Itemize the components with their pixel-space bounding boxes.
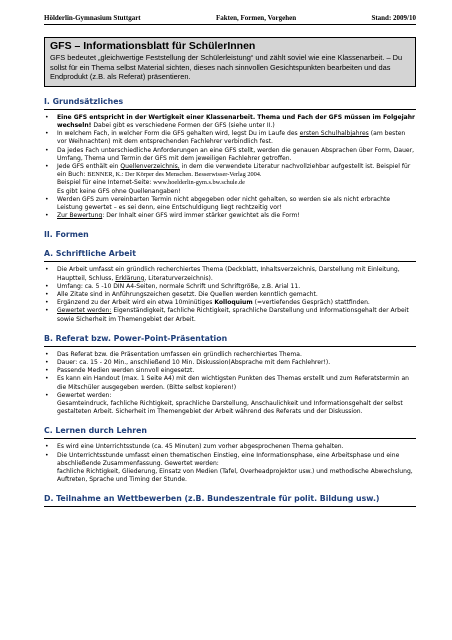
list-item-text: Dabei gibt es verschiedene Formen der GFS (siehe unter II.)	[91, 121, 275, 129]
list-item-text: fachliche Richtigkeit, Gliederung, Einsatz von Medien (Tafel, Overheadprojektor usw.) und methodische Abwechslung, Auftreten, Sprache und Timing der Stunde.	[57, 468, 413, 484]
section-divider	[44, 506, 416, 507]
list-item-bold: Kolloquium	[214, 299, 253, 307]
info-box	[44, 37, 416, 87]
section-divider	[44, 261, 416, 262]
list-item-text: Gewertet werden:	[57, 391, 112, 399]
list-item-text: Gesamteindruck, fachliche Richtigkeit, sprachliche Darstellung, Anschaulichkeit und Informationsgehalt der selbst gestalteten Arbeit. Sicherheit im Themengebiet der Arbeit während des Referats und der Diskussion.	[57, 400, 403, 416]
info-box-text: GFS bedeutet „gleichwertige Feststellung der Schülerleistung“ und zählt soviel wie eine Klassenarbeit. – Du sollst für ein Thema selbst Material sichten, dieses nach sinnvollen Gesichtspunkten bearbeiten und das Endprodukt (z.B. als Referat) präsentieren.	[50, 53, 403, 82]
list-item	[44, 130, 416, 146]
book-reference: BENNER, K.: Der Körper des Menschen. Besserwisser-Verlag 2004.	[87, 171, 262, 179]
subsection-heading-written: A. Schriftliche Arbeit	[44, 249, 136, 259]
subsection-heading-teaching: C. Lernen durch Lehren	[44, 426, 147, 436]
page-header	[44, 14, 416, 25]
header-status: Stand: 2009/10	[371, 14, 416, 22]
list-item-text: Es gibt keine GFS ohne Quellenangaben!	[57, 187, 181, 195]
basics-list	[44, 114, 416, 221]
list-item-underlined: Gewertet werden:	[57, 307, 112, 315]
list-item: • Da jedes Fach unterschiedliche Anforderungen an eine GFS stellt, werden die genauen Absprachen über Form, Dauer, Umfang, Thema und Termin der GFS mit dem jeweiligen Fachlehrer getroffen.	[44, 147, 416, 163]
section-divider	[44, 438, 416, 439]
school-name: Hölderlin-Gymnasium Stuttgart	[44, 14, 141, 22]
website-reference: www.hoelderlin-gym.s.bw.schule.de	[153, 179, 245, 187]
section-heading-basics: I. Grundsätzliches	[44, 96, 124, 106]
list-item: • Passende Medien werden sinnvoll eingesetzt.	[44, 367, 416, 375]
list-item-text: In welchem Fach, in welcher Form die GFS gehalten wird, legst Du im Laufe des	[57, 130, 300, 138]
presentation-list	[44, 351, 416, 417]
list-item-underlined: Zur Bewertung	[57, 212, 103, 220]
list-item: • Alle Zitate sind in Anführungszeichen gesetzt. Die Quellen werden kenntlich gemacht.	[44, 291, 416, 299]
header-subject: Fakten, Formen, Vorgehen	[215, 14, 297, 22]
list-item-text: Eigenständigkeit, fachliche Richtigkeit, sprachliche Darstellung und Informationsgehalt der Arbeit sowie Sicherheit im Themengebiet der Arbeit.	[57, 307, 409, 323]
list-item: • Es wird eine Unterrichtsstunde (ca. 45 Minuten) zum vorher abgesprochenen Thema gehalten.	[44, 443, 416, 451]
list-item-underlined: Erklärung	[115, 274, 145, 282]
list-item: • Dauer: ca. 15 - 20 Min., anschließend 10 Min. Diskussion(Absprache mit dem Fachlehrer!).	[44, 359, 416, 367]
section-divider	[44, 109, 416, 110]
list-item	[44, 114, 416, 130]
list-item-text: Die Arbeit umfasst ein gründlich recherchiertes Thema (Deckblatt, Inhaltsverzeichnis, Darstellung mit Einleitung, Hauptteil, Schluss,	[57, 266, 400, 282]
list-item-text: , Literaturverzeichnis).	[144, 274, 213, 282]
list-item	[44, 452, 416, 485]
written-list	[44, 266, 416, 323]
list-item: • Das Referat bzw. die Präsentation umfassen ein gründlich recherchiertes Thema.	[44, 351, 416, 359]
subsection-heading-competitions: D. Teilnahme an Wettbewerben (z.B. Bundeszentrale für polit. Bildung usw.)	[44, 494, 380, 504]
list-item	[44, 212, 416, 220]
section-divider	[44, 346, 416, 347]
list-item	[44, 163, 416, 196]
list-item	[44, 307, 416, 323]
list-item: • Es kann ein Handout (max. 1 Seite A4) mit den wichtigsten Punkten des Themas erstellt und zum Referatstermin an die Mitschüler ausgegeben werden. (Bitte selbst kopieren!)	[44, 375, 416, 391]
section-heading-forms: II. Formen	[44, 230, 89, 240]
list-item	[44, 392, 416, 417]
list-item-text: : Der Inhalt einer GFS wird immer stärker gewichtet als die Form!	[102, 212, 300, 220]
info-box-title: GFS – Informationsblatt für SchülerInnen	[50, 40, 256, 52]
teaching-list	[44, 443, 416, 484]
list-item-text: in dem die verwendete Literatur nachvollziehbar aufgestellt ist. Beispiel für ein Buch:	[57, 163, 411, 179]
list-item-text: Die Unterrichtsstunde umfasst einen thematischen Einstieg, eine Informationsphase, eine Arbeitsphase und eine abschließende Zusammenfassung. Gewertet werden:	[57, 451, 400, 467]
list-item-text: Ergänzend zu der Arbeit wird ein etwa 10minütiges	[57, 299, 215, 307]
list-item-text: (am besten vor Weihnachten) mit dem entsprechenden Fachlehrer verbindlich fest.	[57, 130, 406, 146]
list-item-text: Beispiel für eine Internet-Seite:	[57, 179, 154, 187]
list-item-text: (=vertiefendes Gespräch) stattfinden.	[252, 299, 370, 307]
list-item: • Werden GFS zum vereinbarten Termin nicht abgegeben oder nicht gehalten, so werden sie als nicht erbrachte Leistung gewertet – es sei denn, eine Entschuldigung liegt rechtzeitig vor!	[44, 196, 416, 212]
list-item-underlined: ersten Schulhalbjahres	[299, 130, 369, 138]
list-item-underlined: Quellenverzeichnis,	[120, 163, 180, 170]
list-item-bold: Eine GFS entspricht in der Wertigkeit einer Klassenarbeit. Thema und Fach der GFS müssen im Folgejahr wechseln!	[57, 113, 416, 129]
list-item	[44, 266, 416, 282]
subsection-heading-presentation: B. Referat bzw. Power-Point-Präsentation	[44, 333, 228, 343]
list-item	[44, 299, 416, 307]
list-item-text: Jede GFS enthält ein	[57, 163, 121, 170]
list-item: • Umfang: ca. 5 -10 DIN A4-Seiten, normale Schrift und Schriftgröße, z.B. Arial 11.	[44, 283, 416, 291]
